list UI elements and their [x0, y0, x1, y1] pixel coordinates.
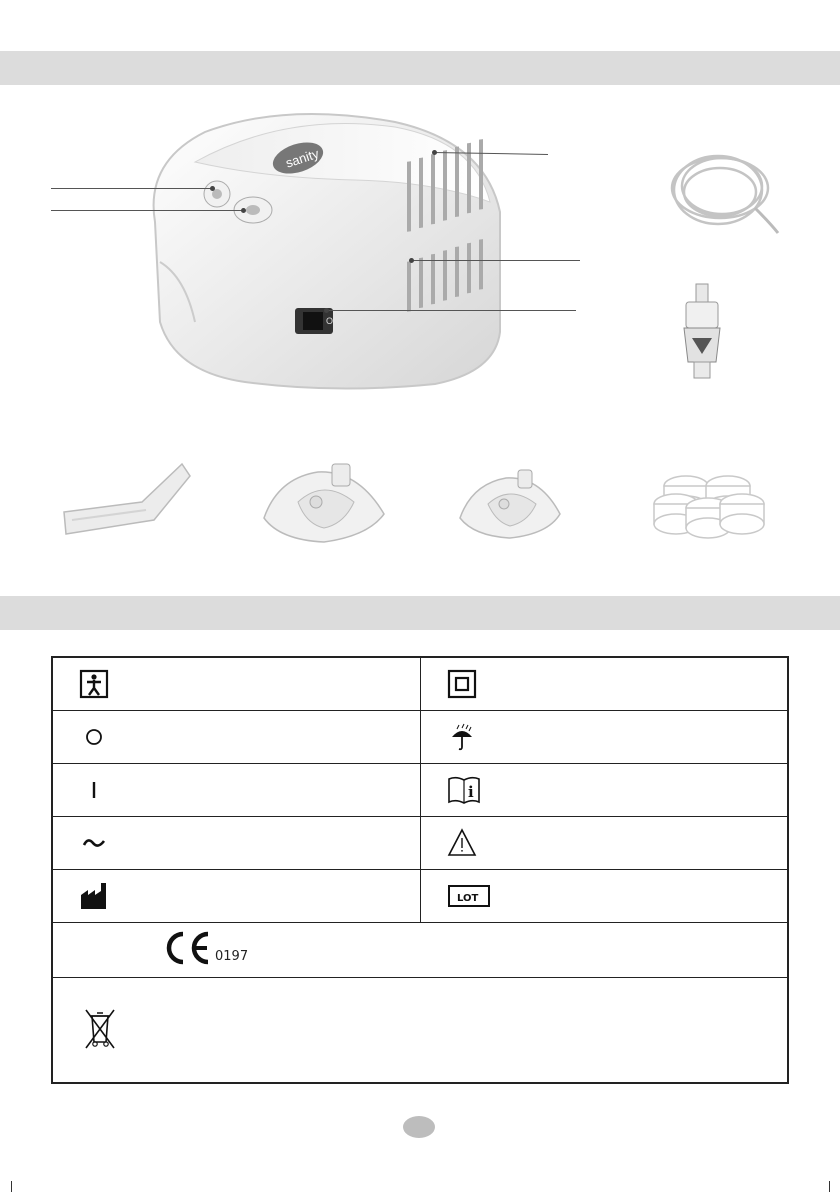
air-tube-image: [660, 138, 780, 240]
ce-cell: [52, 923, 788, 978]
adult-mask-image: [258, 458, 390, 544]
leader-line-1: [51, 188, 211, 189]
ce-marking: [163, 930, 248, 966]
leader-dot-1: [210, 186, 215, 191]
symbols-table: [51, 656, 789, 1084]
symbol-cell: [52, 657, 420, 711]
power-off-circle-icon: [79, 722, 109, 752]
alternating-current-icon: [79, 828, 109, 858]
symbol-cell: [52, 817, 420, 870]
class-ii-double-square-icon: [447, 669, 477, 699]
weee-row: [52, 978, 788, 1084]
leader-line-5: [326, 310, 576, 311]
lot-batch-code-icon: [447, 881, 491, 911]
crossed-out-bin-icon: [83, 1006, 117, 1050]
symbol-cell: [52, 764, 420, 817]
crop-mark-left: [11, 1181, 12, 1192]
symbols-row: [52, 870, 788, 923]
manufacturer-factory-icon: [79, 881, 109, 911]
section-header-band-2: [0, 596, 840, 630]
symbol-cell: [420, 817, 788, 870]
symbol-cell: [420, 764, 788, 817]
symbol-cell: [420, 657, 788, 711]
symbols-row: [52, 817, 788, 870]
leader-line-2: [51, 210, 243, 211]
air-filters-image: [646, 460, 770, 540]
nebulizer-cup-image: [672, 282, 732, 382]
symbol-cell: [420, 711, 788, 764]
leader-dot-4: [409, 258, 414, 263]
leader-dot-5: [324, 308, 329, 313]
symbol-cell: [52, 870, 420, 923]
brand-label: sanity: [283, 145, 321, 171]
leader-line-4: [411, 260, 580, 261]
mouthpiece-image: [62, 462, 192, 542]
consult-instructions-book-icon: [447, 775, 481, 805]
ce-row: [52, 923, 788, 978]
power-on-line-icon: [79, 775, 109, 805]
symbols-row: [52, 711, 788, 764]
page-number-marker: [403, 1116, 435, 1138]
lot-label: LOT: [456, 893, 478, 904]
keep-dry-umbrella-icon: [447, 722, 477, 752]
ce-notified-body-number: 0197: [215, 948, 249, 964]
ce-mark-icon: [163, 930, 213, 966]
symbol-cell: [420, 870, 788, 923]
crop-mark-right: [829, 1181, 830, 1192]
nebulizer-device-image: [135, 102, 515, 392]
symbols-row: [52, 657, 788, 711]
leader-dot-3: [432, 150, 437, 155]
info-glyph: i: [467, 783, 474, 801]
warning-triangle-icon: [447, 828, 477, 858]
type-bf-applied-part-icon: [79, 669, 109, 699]
symbols-row: [52, 764, 788, 817]
symbol-cell: [52, 711, 420, 764]
child-mask-image: [456, 466, 564, 540]
section-header-band-1: [0, 51, 840, 85]
weee-cell: [52, 978, 788, 1084]
power-switch-label: O: [326, 316, 334, 326]
leader-dot-2: [241, 208, 246, 213]
